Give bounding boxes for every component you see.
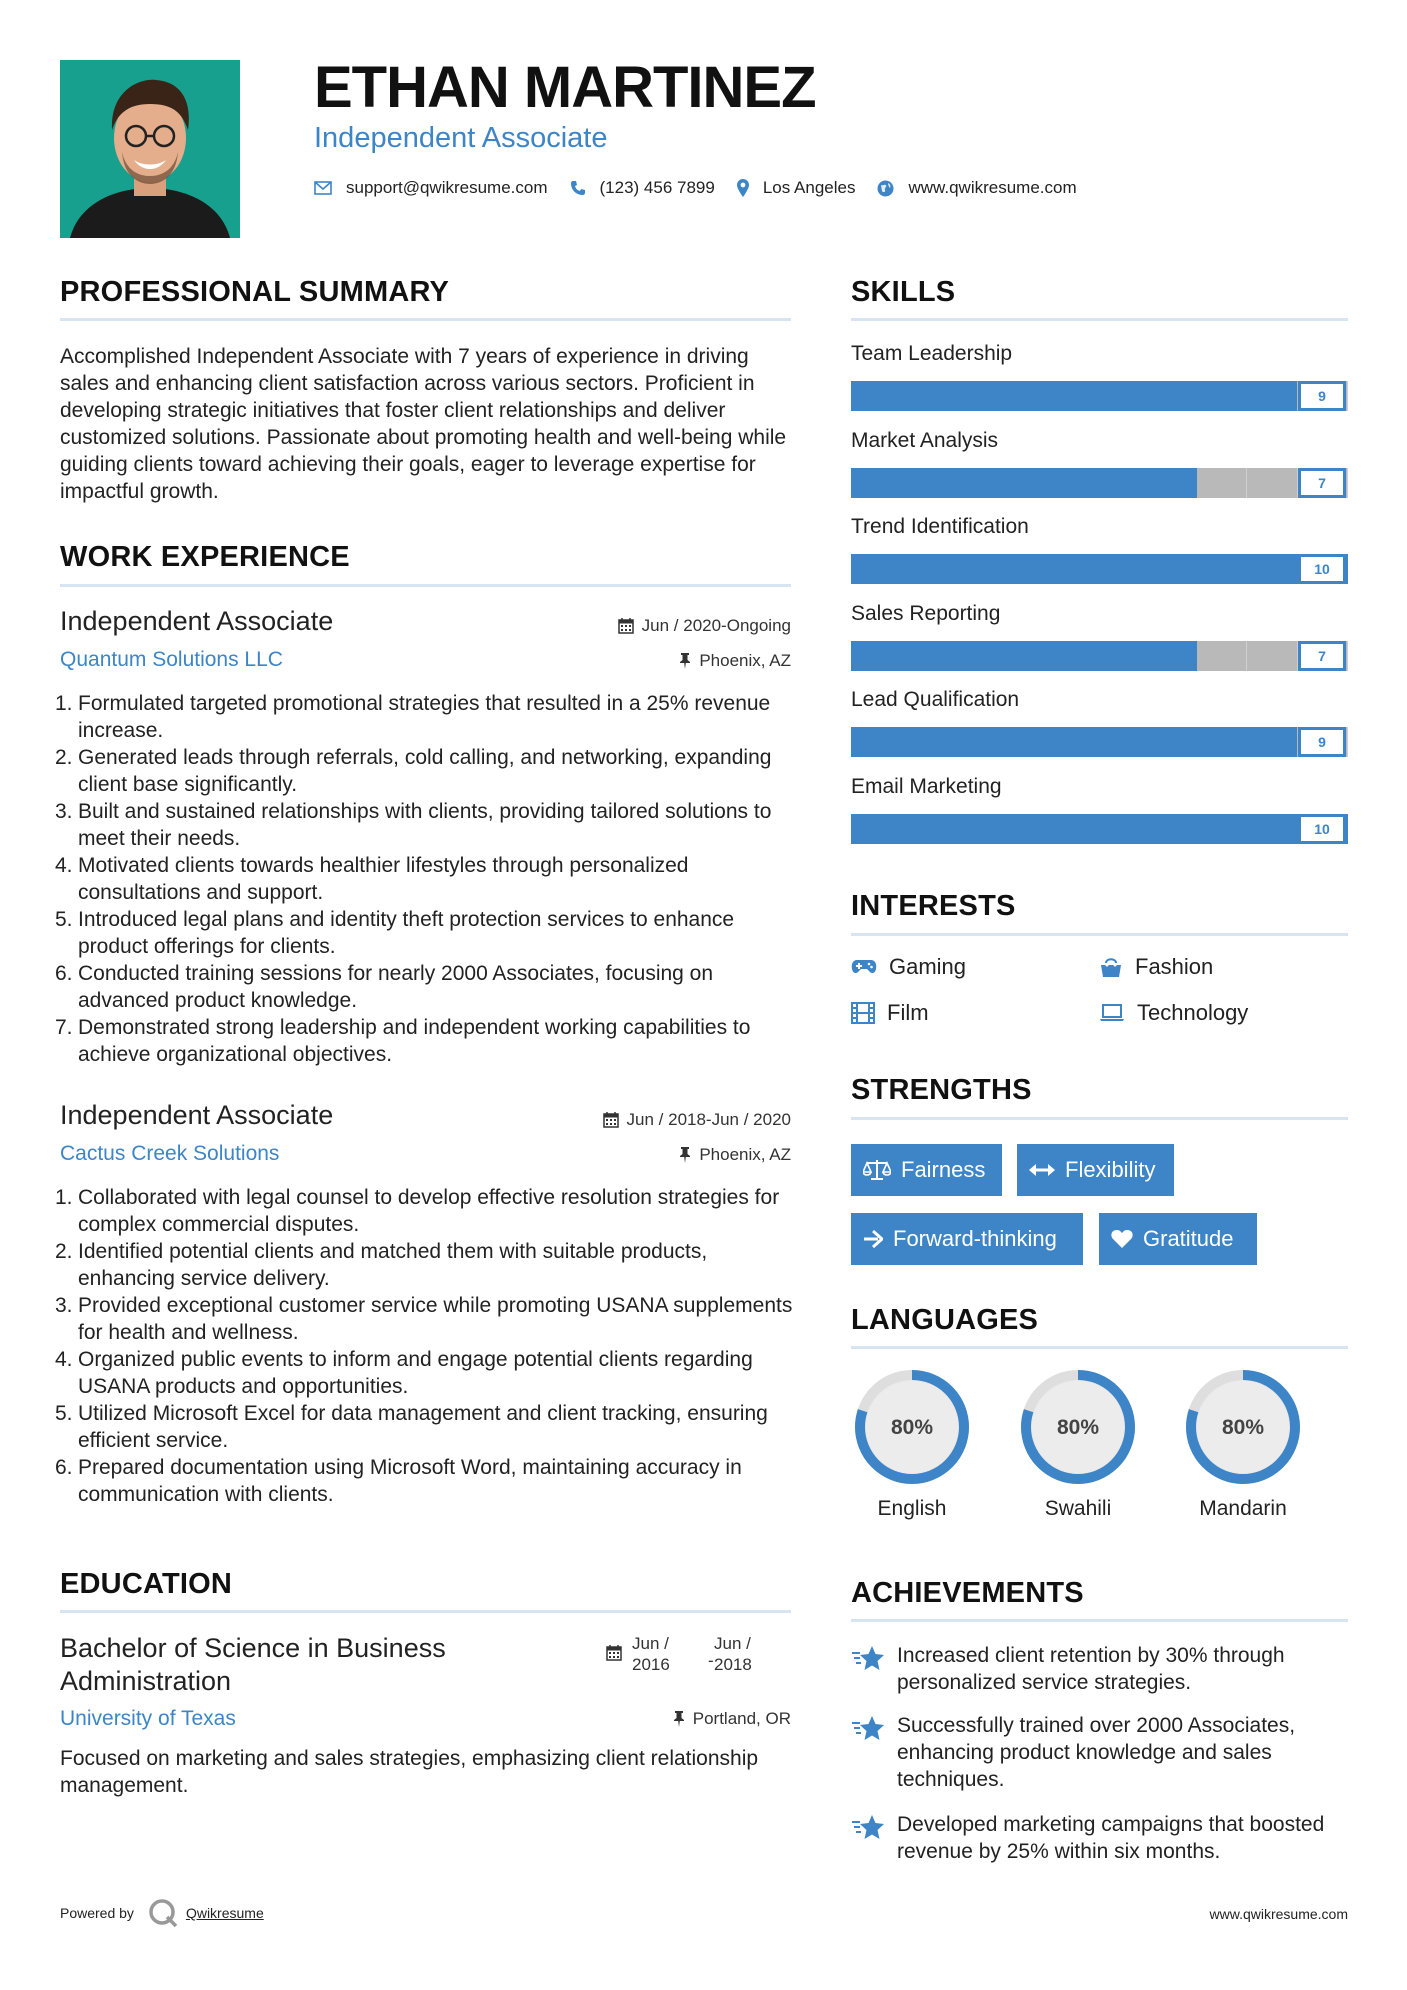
duties-list-2 bbox=[55, 1184, 800, 1508]
skill-level-badge: 7 bbox=[1298, 641, 1346, 671]
skill-segment-filled bbox=[901, 554, 951, 584]
summary-text: Accomplished Independent Associate with 7 years of experience in driving sales and enhancing client satisfaction across various sectors. Proficient in developing strategic initiatives that foster client relationships and deliver customized solutions. Passionate about promoting health and well-being while guiding clients toward achieving their goals, eager to leverage expertise for impactful growth. bbox=[60, 345, 787, 503]
skill-segment-filled bbox=[1049, 381, 1099, 411]
skill-segment-filled bbox=[1249, 814, 1299, 844]
degree-title: Bachelor of Science in Business Administration bbox=[60, 1633, 446, 1696]
skill-level-badge: 10 bbox=[1298, 814, 1346, 844]
education-description: Focused on marketing and sales strategies, emphasizing client relationship management. bbox=[60, 1747, 759, 1797]
footer-website[interactable]: www.qwikresume.com bbox=[1209, 1906, 1348, 1922]
skill-segment-filled bbox=[900, 641, 949, 671]
strength-forward-thinking: Forward-thinking bbox=[851, 1213, 1083, 1265]
skill-segment-filled bbox=[1099, 381, 1149, 411]
languages-heading: LANGUAGES bbox=[851, 1304, 1039, 1336]
profile-photo bbox=[60, 60, 240, 238]
skill-segment-filled bbox=[1049, 641, 1098, 671]
skill-segment-filled bbox=[900, 468, 949, 498]
skill-bar bbox=[851, 814, 1348, 844]
job-title-2: Independent Associate bbox=[60, 1100, 334, 1130]
duty-item: 2. Generated leads through referrals, cold calling, and networking, expanding client base significantly. bbox=[55, 746, 772, 796]
skill-segment-filled bbox=[1149, 381, 1199, 411]
edu-location bbox=[560, 1709, 791, 1729]
skill-segment-filled bbox=[851, 814, 901, 844]
star-badge-icon bbox=[851, 1714, 885, 1744]
duty-item: 7. Demonstrated strong leadership and independent working capabilities to achieve organizational objectives. bbox=[55, 1016, 751, 1066]
skill-bar bbox=[851, 727, 1348, 757]
skills-divider bbox=[851, 318, 1348, 321]
duty-item: 6. Prepared documentation using Microsoft Word, maintaining accuracy in communication with clients. bbox=[55, 1456, 742, 1506]
job-date-2 bbox=[540, 1110, 791, 1130]
film-icon bbox=[851, 1002, 875, 1024]
school-name: University of Texas bbox=[60, 1707, 236, 1730]
skill-segment-filled bbox=[1149, 727, 1199, 757]
skill-segment-filled bbox=[851, 468, 900, 498]
duty-item: 5. Utilized Microsoft Excel for data management and client tracking, ensuring efficient service. bbox=[55, 1402, 768, 1452]
edu-date-end: Jun / 2018 bbox=[714, 1634, 752, 1674]
skill-segment-filled bbox=[1000, 381, 1050, 411]
edu-date-start: Jun / 2016 bbox=[632, 1634, 670, 1674]
skills-heading: SKILLS bbox=[851, 276, 956, 308]
language-name: Mandarin bbox=[1199, 1497, 1287, 1520]
job-date-text-2: Jun / 2018-Jun / 2020 bbox=[626, 1110, 791, 1129]
skill-label: Lead Qualification bbox=[851, 688, 1020, 711]
calendar-icon bbox=[606, 1645, 622, 1661]
duty-item: 5. Introduced legal plans and identity theft protection services to enhance product offerings for clients. bbox=[55, 908, 735, 958]
contact-bar bbox=[314, 178, 1099, 198]
contact-location bbox=[737, 178, 856, 198]
duty-item: 1. Formulated targeted promotional strategies that resulted in a 25% revenue increase. bbox=[55, 692, 771, 742]
footer-powered-by: Powered by Qwikresume bbox=[60, 1898, 264, 1928]
achievements-divider bbox=[851, 1619, 1348, 1622]
summary-divider bbox=[60, 318, 791, 321]
qwikresume-link[interactable]: Qwikresume bbox=[185, 1905, 264, 1921]
arrow-right-icon bbox=[863, 1230, 883, 1248]
star-badge-icon bbox=[851, 1813, 885, 1843]
skill-segment-filled bbox=[1098, 468, 1147, 498]
language-ring bbox=[1182, 1366, 1304, 1488]
skill-label: Team Leadership bbox=[851, 342, 1013, 365]
contact-website[interactable] bbox=[877, 178, 1076, 198]
skill-segment-filled bbox=[851, 381, 901, 411]
skill-label: Market Analysis bbox=[851, 428, 999, 452]
gamepad-icon bbox=[851, 959, 877, 975]
strengths-heading: STRENGTHS bbox=[851, 1074, 1032, 1106]
skill-segment-filled bbox=[851, 727, 901, 757]
language-percent: 80% bbox=[1056, 1416, 1100, 1439]
skill-segment-filled bbox=[901, 381, 951, 411]
calendar-icon bbox=[618, 618, 634, 634]
skill-bar bbox=[851, 468, 1348, 498]
skill-segment-filled bbox=[851, 641, 900, 671]
interests-heading: INTERESTS bbox=[851, 890, 1016, 922]
company-1: Quantum Solutions LLC bbox=[60, 648, 283, 671]
education-divider bbox=[60, 1610, 791, 1613]
achievements-heading: ACHIEVEMENTS bbox=[851, 1577, 1084, 1609]
edu-location-text: Portland, OR bbox=[692, 1709, 791, 1728]
star-badge-icon bbox=[851, 1644, 885, 1674]
job-date-1 bbox=[560, 616, 791, 636]
duty-item: 3. Built and sustained relationships with clients, providing tailored solutions to meet their needs. bbox=[55, 800, 772, 850]
candidate-name: ETHAN MARTINEZ bbox=[314, 55, 816, 120]
company-2: Cactus Creek Solutions bbox=[60, 1142, 280, 1165]
skill-segment-filled bbox=[1049, 727, 1099, 757]
strength-fairness: Fairness bbox=[851, 1144, 1002, 1196]
skill-segment-filled bbox=[901, 814, 951, 844]
skill-bar bbox=[851, 381, 1348, 411]
language-name: Swahili bbox=[1044, 1497, 1112, 1520]
duty-item: 4. Motivated clients towards healthier lifestyles through personalized consultations and support. bbox=[55, 854, 689, 904]
skill-segment-filled bbox=[1147, 641, 1196, 671]
skill-segment-filled bbox=[950, 641, 999, 671]
strengths-divider bbox=[851, 1117, 1348, 1120]
skill-segment-filled bbox=[999, 468, 1048, 498]
interest-technology: Technology bbox=[1099, 1000, 1248, 1026]
balance-scale-icon bbox=[863, 1159, 891, 1181]
skill-segment-filled bbox=[901, 727, 951, 757]
skill-label: Trend Identification bbox=[851, 515, 1029, 538]
skill-segment-filled bbox=[1149, 554, 1199, 584]
calendar-icon bbox=[603, 1112, 619, 1128]
skill-segment-filled bbox=[1000, 727, 1050, 757]
achievement-item: Increased client retention by 30% through personalized service strategies. bbox=[851, 1642, 1351, 1696]
skill-segment-filled bbox=[851, 554, 901, 584]
skill-level-badge: 7 bbox=[1298, 468, 1346, 498]
envelope-icon bbox=[314, 181, 332, 195]
job-title-1: Independent Associate bbox=[60, 606, 334, 636]
skill-segment-filled bbox=[1000, 814, 1050, 844]
skill-segment-filled bbox=[1100, 554, 1150, 584]
thumbtack-icon bbox=[673, 1711, 685, 1727]
interests-divider bbox=[851, 933, 1348, 936]
duties-list-1 bbox=[55, 690, 800, 1068]
skill-level-badge: 9 bbox=[1298, 727, 1346, 757]
achievement-item: Developed marketing campaigns that boosted revenue by 25% within six months. bbox=[851, 1811, 1351, 1865]
skill-segment-empty bbox=[1247, 641, 1297, 671]
skill-segment-filled bbox=[950, 381, 1000, 411]
duty-item: 6. Conducted training sessions for nearly 2000 Associates, focusing on advanced product knowledge. bbox=[55, 962, 714, 1012]
strength-flexibility: Flexibility bbox=[1017, 1144, 1174, 1196]
interest-gaming: Gaming bbox=[851, 954, 966, 980]
experience-heading: WORK EXPERIENCE bbox=[60, 541, 350, 573]
skill-segment-filled bbox=[1198, 381, 1248, 411]
duty-item: 3. Provided exceptional customer service while promoting USANA supplements for health and wellness. bbox=[55, 1294, 793, 1344]
phone-text: (123) 456 7899 bbox=[599, 178, 715, 197]
duty-item: 4. Organized public events to inform and engage potential clients regarding USANA products and opportunities. bbox=[55, 1348, 753, 1398]
shopping-bag-icon bbox=[1099, 956, 1123, 978]
skill-segment-filled bbox=[1149, 814, 1199, 844]
website-text: www.qwikresume.com bbox=[908, 178, 1077, 197]
skill-level-badge: 9 bbox=[1298, 381, 1346, 411]
heart-icon bbox=[1111, 1229, 1133, 1249]
skill-segment-filled bbox=[950, 727, 1000, 757]
location-text: Los Angeles bbox=[762, 178, 856, 197]
skill-segment-filled bbox=[1050, 554, 1100, 584]
interest-film: Film bbox=[851, 1000, 929, 1026]
qwikresume-logo-icon bbox=[148, 1898, 178, 1928]
skill-segment-empty bbox=[1197, 468, 1247, 498]
job-location-1 bbox=[560, 651, 791, 671]
job-location-text-1: Phoenix, AZ bbox=[699, 651, 791, 670]
language-percent: 80% bbox=[1221, 1416, 1265, 1439]
language-ring bbox=[1017, 1366, 1139, 1488]
skill-label: Email Marketing bbox=[851, 774, 1002, 798]
duty-item: 1. Collaborated with legal counsel to develop effective resolution strategies for complex commercial disputes. bbox=[55, 1186, 780, 1236]
language-ring bbox=[851, 1366, 973, 1488]
skill-bar bbox=[851, 554, 1348, 584]
language-percent: 80% bbox=[890, 1416, 934, 1439]
skill-segment-filled bbox=[1249, 554, 1299, 584]
contact-email[interactable] bbox=[314, 178, 548, 198]
languages-divider bbox=[851, 1346, 1348, 1349]
language-name: English bbox=[877, 1497, 947, 1520]
achievement-item: Successfully trained over 2000 Associates, enhancing product knowledge and sales techniques. bbox=[851, 1712, 1351, 1793]
skill-segment-filled bbox=[950, 554, 1000, 584]
job-date-text-1: Jun / 2020-Ongoing bbox=[641, 616, 791, 635]
skill-segment-filled bbox=[1100, 814, 1150, 844]
edu-date-separator: - bbox=[708, 1651, 714, 1670]
skill-bar bbox=[851, 641, 1348, 671]
globe-icon bbox=[877, 180, 894, 197]
summary-heading: PROFESSIONAL SUMMARY bbox=[60, 276, 450, 308]
job-location-text-2: Phoenix, AZ bbox=[699, 1145, 791, 1164]
thumbtack-icon bbox=[679, 1147, 691, 1163]
candidate-role: Independent Associate bbox=[314, 122, 608, 154]
skill-segment-empty bbox=[1197, 641, 1247, 671]
duty-item: 2. Identified potential clients and matched them with suitable products, enhancing service delivery. bbox=[55, 1240, 708, 1290]
skill-segment-filled bbox=[1147, 468, 1196, 498]
arrows-h-icon bbox=[1029, 1164, 1055, 1176]
laptop-icon bbox=[1099, 1004, 1125, 1022]
strength-gratitude: Gratitude bbox=[1099, 1213, 1257, 1265]
skill-segment-filled bbox=[1099, 727, 1149, 757]
map-marker-icon bbox=[737, 179, 749, 197]
job-location-2 bbox=[560, 1145, 791, 1165]
thumbtack-icon bbox=[679, 653, 691, 669]
skill-segment-filled bbox=[1198, 727, 1248, 757]
skill-segment-filled bbox=[1199, 554, 1249, 584]
skill-segment-filled bbox=[1050, 814, 1100, 844]
skill-segment-filled bbox=[1248, 727, 1298, 757]
email-text: support@qwikresume.com bbox=[346, 178, 548, 197]
skill-segment-filled bbox=[1049, 468, 1098, 498]
skill-segment-filled bbox=[1098, 641, 1147, 671]
phone-icon bbox=[570, 180, 586, 196]
interest-fashion: Fashion bbox=[1099, 954, 1213, 980]
experience-divider bbox=[60, 584, 791, 587]
skill-segment-filled bbox=[1000, 554, 1050, 584]
skill-level-badge: 10 bbox=[1298, 554, 1346, 584]
skill-segment-filled bbox=[950, 814, 1000, 844]
skill-segment-filled bbox=[1248, 381, 1298, 411]
contact-phone[interactable] bbox=[570, 178, 715, 198]
skill-segment-filled bbox=[999, 641, 1048, 671]
skill-label: Sales Reporting bbox=[851, 601, 1001, 625]
skill-segment-filled bbox=[950, 468, 999, 498]
education-heading: EDUCATION bbox=[60, 1568, 233, 1600]
skill-segment-empty bbox=[1247, 468, 1297, 498]
skill-segment-filled bbox=[1199, 814, 1249, 844]
